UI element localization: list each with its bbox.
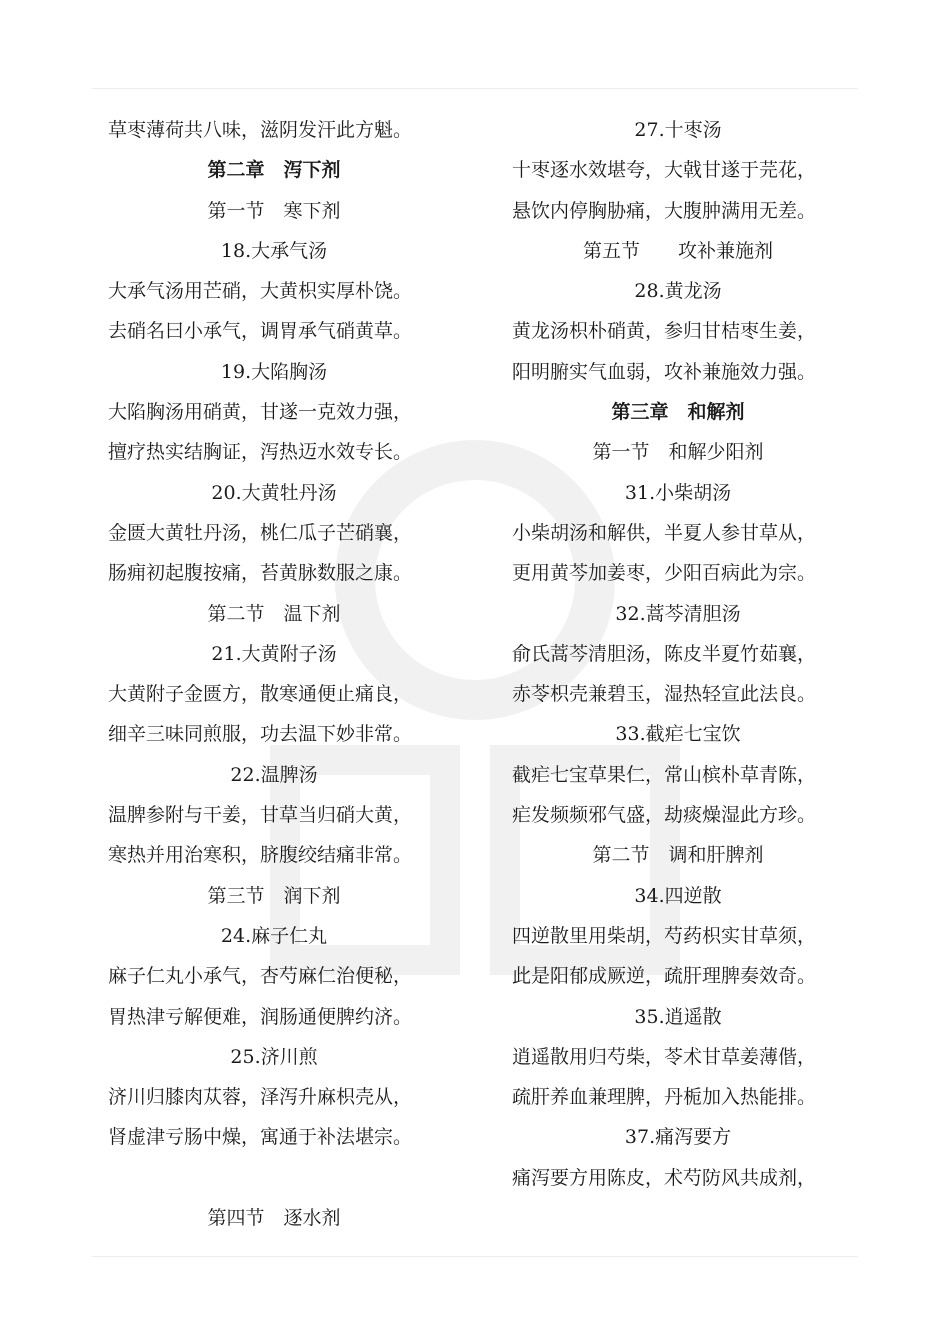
section-heading: 第四节 逐水剂 [207, 1207, 341, 1230]
section-heading: 第一节 和解少阳剂 [592, 441, 764, 464]
formula-title: 18.大承气汤 [220, 239, 328, 262]
page-bottom-rule [92, 1256, 858, 1257]
verse-line: 温脾参附与干姜，甘草当归硝大黄， [108, 804, 413, 827]
formula-title: 34.四逆散 [634, 884, 722, 907]
verse-line: 草枣薄荷共八味，滋阴发汗此方魁。 [108, 119, 413, 141]
verse-line: 麻子仁丸小承气，杏芍麻仁治便秘， [108, 965, 413, 988]
formula-title: 20.大黄牡丹汤 [211, 481, 337, 504]
page-top-rule [92, 88, 858, 89]
section-heading: 第二节 温下剂 [207, 602, 341, 625]
verse-line: 阳明腑实气血弱，攻补兼施效力强。 [512, 360, 817, 383]
verse-line: 济川归膝肉苁蓉，泽泻升麻枳壳从， [108, 1086, 413, 1109]
verse-line: 去硝名曰小承气，调胃承气硝黄草。 [108, 320, 413, 343]
verse-line: 悬饮内停胸胁痛，大腹肿满用无差。 [512, 199, 817, 222]
verse-line: 寒热并用治寒积，脐腹绞结痛非常。 [108, 844, 413, 867]
verse-line: 擅疗热实结胸证，泻热迈水效专长。 [108, 441, 413, 464]
section-heading: 第一节 寒下剂 [207, 199, 341, 222]
section-heading: 第三节 润下剂 [207, 884, 341, 907]
formula-title: 27.十枣汤 [634, 119, 722, 141]
verse-line: 小柴胡汤和解供，半夏人参甘草从， [512, 521, 817, 544]
formula-title: 28.黄龙汤 [634, 280, 722, 303]
verse-line: 肠痈初起腹按痛，苔黄脉数服之康。 [108, 562, 413, 585]
verse-line: 四逆散里用柴胡，芍药枳实甘草须， [512, 924, 817, 947]
verse-line: 截疟七宝草果仁，常山槟朴草青陈， [512, 763, 817, 786]
verse-line: 更用黄芩加姜枣，少阳百病此为宗。 [512, 562, 817, 585]
verse-line: 十枣逐水效堪夸，大戟甘遂于芫花， [512, 159, 817, 182]
verse-line: 黄龙汤枳朴硝黄，参归甘桔枣生姜， [512, 320, 817, 343]
verse-line: 疟发频频邪气盛，劫痰燥湿此方珍。 [512, 804, 817, 827]
verse-line: 大黄附子金匮方，散寒通便止痛良， [108, 683, 413, 706]
verse-line: 肾虚津亏肠中燥，寓通于补法堪宗。 [108, 1126, 413, 1149]
section-heading: 第二节 调和肝脾剂 [592, 844, 764, 867]
chapter-heading: 第三章 和解剂 [611, 401, 745, 424]
verse-line: 痛泻要方用陈皮，术芍防风共成剂， [512, 1166, 817, 1189]
formula-title: 35.逍遥散 [634, 1005, 722, 1028]
right-column [512, 110, 844, 1198]
formula-title: 32.蒿芩清胆汤 [615, 602, 741, 625]
formula-title: 31.小柴胡汤 [624, 481, 732, 504]
formula-title: 22.温脾汤 [230, 763, 318, 786]
formula-title: 19.大陷胸汤 [220, 360, 328, 383]
verse-line: 疏肝养血兼理脾，丹栀加入热能排。 [512, 1086, 817, 1109]
verse-line: 大陷胸汤用硝黄，甘遂一克效力强， [108, 401, 413, 424]
chapter-heading: 第二章 泻下剂 [207, 159, 341, 182]
formula-title: 24.麻子仁丸 [220, 924, 328, 947]
verse-line: 赤苓枳壳兼碧玉，湿热轻宣此法良。 [512, 683, 817, 706]
verse-line: 俞氏蒿芩清胆汤，陈皮半夏竹茹襄， [512, 642, 817, 665]
formula-title: 21.大黄附子汤 [211, 642, 337, 665]
formula-title: 25.济川煎 [230, 1045, 318, 1068]
left-column [108, 110, 440, 1238]
blank-line [108, 1158, 440, 1198]
section-heading: 第五节 攻补兼施剂 [582, 239, 773, 262]
verse-line: 细辛三味同煎服，功去温下妙非常。 [108, 723, 413, 746]
verse-line: 此是阳郁成厥逆，疏肝理脾奏效奇。 [512, 965, 817, 988]
verse-line: 金匮大黄牡丹汤，桃仁瓜子芒硝襄， [108, 521, 413, 544]
verse-line: 逍遥散用归芍柴，苓术甘草姜薄偕， [512, 1045, 817, 1068]
formula-title: 33.截疟七宝饮 [615, 723, 741, 746]
formula-title: 37.痛泻要方 [624, 1126, 732, 1149]
verse-line: 大承气汤用芒硝，大黄枳实厚朴饶。 [108, 280, 413, 303]
verse-line: 胃热津亏解便难，润肠通便脾约济。 [108, 1005, 413, 1028]
